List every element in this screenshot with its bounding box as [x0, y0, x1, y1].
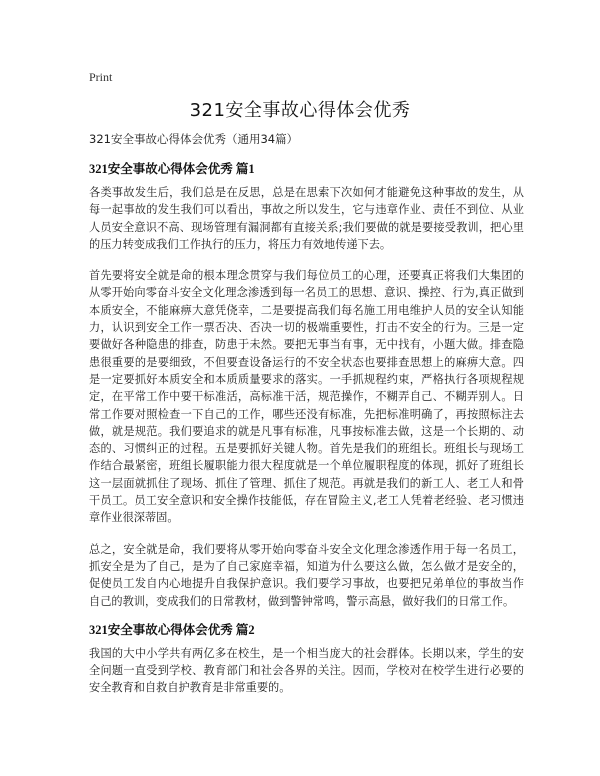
paragraph: 我国的大中小学共有两亿多在校生，是一个相当庞大的社会群体。长期以来，学生的安全问题一直受到学校、教育部门和社会各界的关注。因而，学校对在校学生进行必要的安全教育和自救自护教育是非常重要的。 — [89, 646, 524, 695]
section-heading: 321安全事故心得体会优秀 篇2 — [89, 622, 255, 637]
section-heading: 321安全事故心得体会优秀 篇1 — [89, 162, 255, 176]
section-2 — [89, 622, 524, 697]
paragraph: 首先要将安全就是命的根本理念贯穿与我们每位员工的心理，还要真正将我们大集团的从零开始向零奋斗安全文化理念渗透到每一名员工的思想、意识、操控、行为,真正做到本质安全，不能麻痹大意凭侥幸，二是要提高我们每名施工用电维护人员的安全认知能力，认识到安全工作一票否决、否决一切的极端重要性，打击不安全的行为。三是一定要做好各种隐患的排查，防患于未然。要把无事当有事，无中找有，小题大做。排查隐患很重要的是要细致，不但要查设备运行的不安全状态也要排查思想上的麻痹大意。四是一定要抓好本质安全和本质质量要求的落实。一手抓规程约束，严格执行各项规程规定，在平常工作中要干标准活，高标准干活，规范操作，不糊弄自己、不糊弄别人。日常工作要对照检查一下自己的工作，哪些还没有标准，先把标准明确了，再按照标注去做，就是规范。我们要追求的就是凡事有标准，凡事按标准去做，这是一个长期的、动态的、习惯纠正的过程。五是要抓好关键人物。首先是我们的班组长。班组长与现场工作结合最紧密，班组长履职能力很大程度就是一个单位履职程度的体现，抓好了班组长这一层面就抓住了现场、抓住了管理、抓住了规范。再就是我们的新工人、老工人和骨干员工。员工安全意识和安全操作技能低，存在冒险主义,老工人凭着老经验、老习惯违章作业很深蒂固。 — [89, 269, 524, 525]
document-subtitle: 321安全事故心得体会优秀（通用34篇） — [89, 132, 299, 146]
paragraph: 总之，安全就是命，我们要将从零开始向零奋斗安全文化理念渗透作用于每一名员工，抓安全是为了自己，是为了自己家庭幸福，知道为什么要这么做，怎么做才是安全的，促使员工发自内心地提升自我保护意识。我们要学习事故，也要把兄弟单位的事故当作自己的教训，变成我们的日常教材，做到警钟常鸣，警示高悬，做好我们的日常工作。 — [89, 542, 524, 608]
print-label: Print — [89, 70, 113, 84]
paragraph: 各类事故发生后，我们总是在反思，总是在思索下次如何才能避免这种事故的发生，从每一起事故的发生我们可以看出，事故之所以发生，它与违章作业、责任不到位、从业人员安全意识不高、现场管理有漏洞都有直接关系;我们要做的就是要接受教训，把心里的压力转变成我们工作执行的压力，将压力有效地传递下去。 — [89, 186, 524, 251]
document-content — [89, 130, 524, 711]
section-1 — [89, 161, 524, 610]
document-title: 321安全事故心得体会优秀 — [189, 100, 411, 121]
